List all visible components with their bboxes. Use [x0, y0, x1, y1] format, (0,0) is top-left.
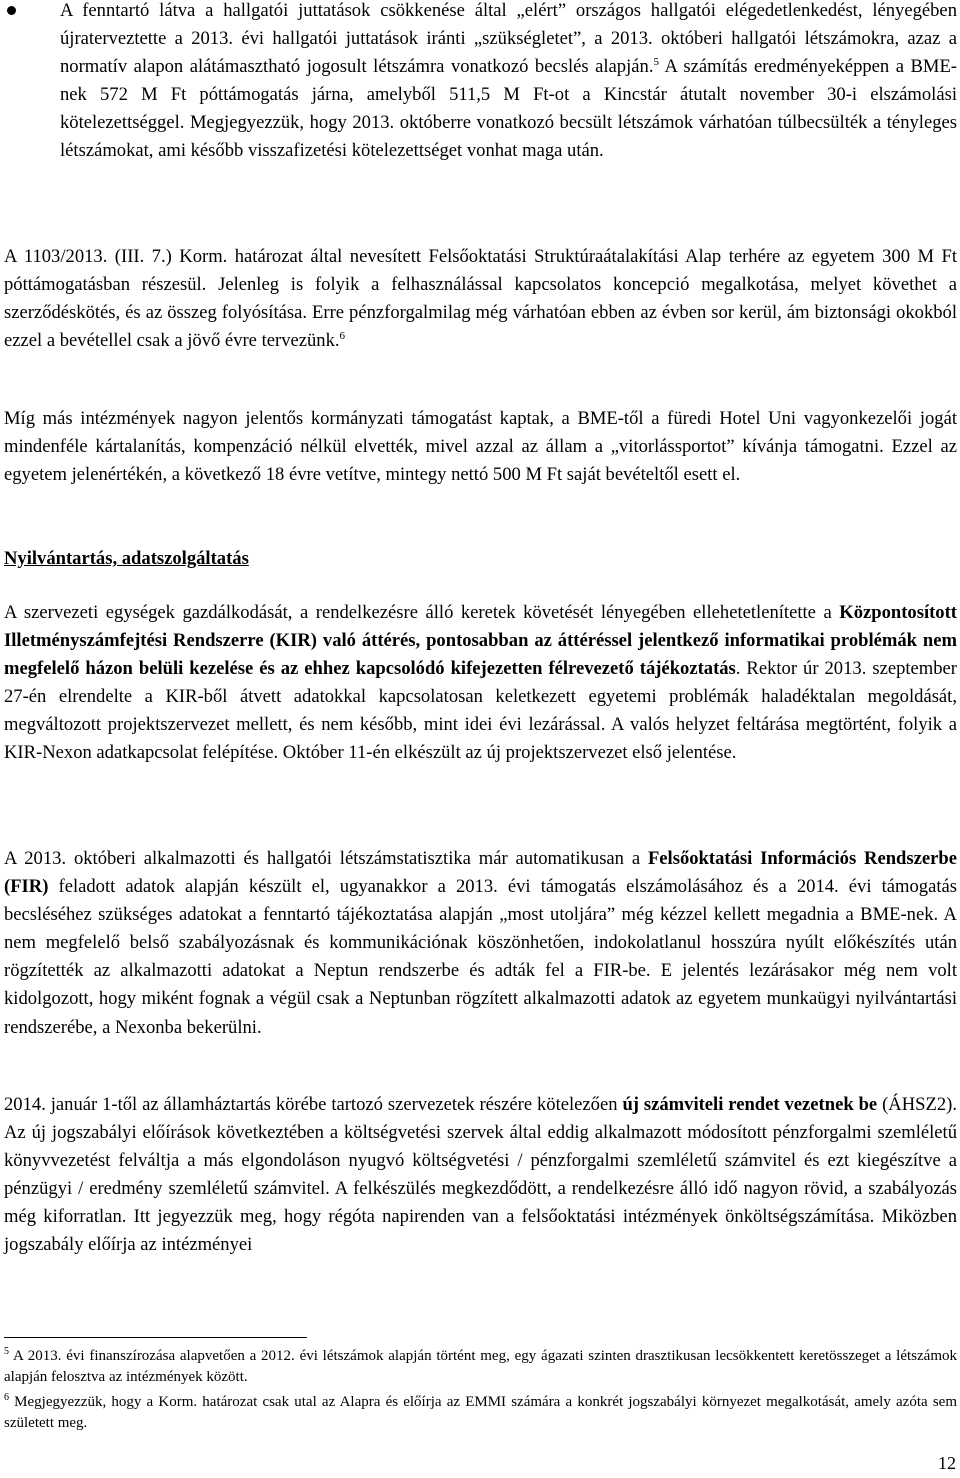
footnote-6: $^6$ Megjegyezzük, hogy a Korm. határozat csak utal az Alapra és előírja az EMMI számára a konkrét jogszabályi környezet megalkotását, amely azóta sem született meg.	[4, 1392, 957, 1431]
paragraph-korm-hatarozat: A 1103/2013. (III. 7.) Korm. határozat által nevesített Felsőoktatási Struktúraátalakítási Alap terhére az egyetem 300 M Ft póttámogatásban részesül. Jelenleg is folyik a felhasználással kapcsolatos koncepció megalkotása, melyet követhet a szerződéskötés, és az összeg folyósítása. Erre pénzforgalmilag még várhatóan ebben az évben sor kerül, ám biztonsági okokból ezzel a bevétellel csak a jövő évre tervezünk.$^6$	[4, 246, 957, 352]
footnote-separator	[4, 1337, 307, 1338]
footnote-ref-6: 6	[339, 330, 346, 343]
footnote-ref-5: 5	[653, 56, 659, 68]
paragraph-fenntarto: A fenntartó látva a hallgatói juttatások csökkenése által „elért” országos hallgatói elégedetlenkedést, lényegében újraterveztette a 2013. évi hallgatói juttatások iránti „szükségletet”, a 2013. októberi hallgatói létszámokra, azaz a normatív alapon alátámasztható jogosult létszámra vonatkozó becslés alapján.$^5$ A számítás eredményeképpen a BME-nek 572 M Ft póttámogatás járna, amelyből 511,5 M Ft-ot a Kincstár átutalt november 30-i elszámolási kötelezettséggel. Megjegyezzük, hogy 2013. októberre vonatkozó becsült létszámok várhatóan túlbecsülték a tényleges létszámokat, ami később visszafizetési kötelezettséget vonhat maga után.	[60, 0, 957, 162]
paragraph-kir: A szervezeti egységek gazdálkodását, a rendelkezésre álló keretek követését lényegében ellehetetlenítette a Központosított Illetményszámfejtési Rendszerre (KIR) való áttérés, pontosabban az áttéréssel jelentkező informatikai problémák nem megfelelő házon belüli kezelése és az ehhez kapcsolódó kifejezetten félrevezető tájékoztatás. Rektor úr 2013. szeptember 27-én elrendelte a KIR-ből átvett adatokkal kapcsolatosan keletkezett egyetemi problémák haladéktalan megoldását, megváltozott projektszervezet mellett, és nem később, mint idei évi lezárással. A valós helyzet feltárása megtörtént, folyik a KIR-Nexon adatkapcsolat felépítése. Október 11-én elkészült az új projektszervezet első jelentése.	[4, 602, 957, 764]
paragraph-fir: A 2013. októberi alkalmazotti és hallgatói létszámstatisztika már automatikusan a Felsőoktatási Információs Rendszerbe (FIR) feladott adatok alapján készült el, ugyanakkor a 2013. évi támogatás elszámolásához és a 2014. évi támogatás becsléséhez szükséges adatokat a fenntartó tájékoztatása alapján „most utoljára” még kézzel kellett megadnia a BME-nek. A nem megfelelő belső szabályozásnak és kommunikációnak köszönhetően, indokolatlanul hosszúra nyúlt előkészítés után rögzítették az alkalmazotti adatokat a Neptun rendszerbe és adták fel a FIR-be. E jelentés lezárásakor még nem volt kidolgozott, hogy miként fognak a végül csak a Neptunban rögzített alkalmazotti adatok az egyetem munkaügyi nyilvántartási rendszerébe, a Nexonba bekerülni.	[4, 848, 957, 1038]
footnote-5: $^5$ A 2013. évi finanszírozása alapvetően a 2012. évi létszámok alapján történt meg, egy ágazati szinten drasztikusan lecsökkentett keretösszeget a létszámok alapján felosztva az intézmények között.	[4, 1346, 957, 1385]
section-heading: Nyilvántartás, adatszolgáltatás	[4, 548, 249, 569]
paragraph-hotel-uni: Míg más intézmények nagyon jelentős kormányzati támogatást kaptak, a BME-től a füredi Hotel Uni vagyonkezelői jogát mindenféle kártalanítás, kompenzáció nélkül elvették, mivel azzal az állam a „vitorlássportot” kívánja támogatni. Ezzel az egyetem jelenértékén, a következő 18 évre vetítve, mintegy nettó 500 M Ft saját bevételtől esett el.	[4, 408, 957, 486]
page-number: 12	[938, 1453, 956, 1473]
bullet-icon	[7, 6, 16, 15]
paragraph-ahsz2: 2014. január 1-től az államháztartás körébe tartozó szervezetek részére kötelezően új számviteli rendet vezetnek be (ÁHSZ2). Az új jogszabályi előírások következtében a költségvetési szervek által eddig alkalmazott módosított pénzforgalmi szemléletű könyvvezetést felváltja a más elgondoláson nyugvó költségvetési / pénzforgalmi szemléletű számvitel és ezt kiegészítve a pénzügyi / eredmény szemléletű számvitel. A felkészülés megkezdődött, a rendelkezésre álló idő nagyon rövid, a szabályozás még kiforratlan. Itt jegyezzük meg, hogy régóta napirenden van a felsőoktatási intézmények önköltségszámítása. Miközben jogszabály előírja az intézményei	[4, 1094, 957, 1256]
